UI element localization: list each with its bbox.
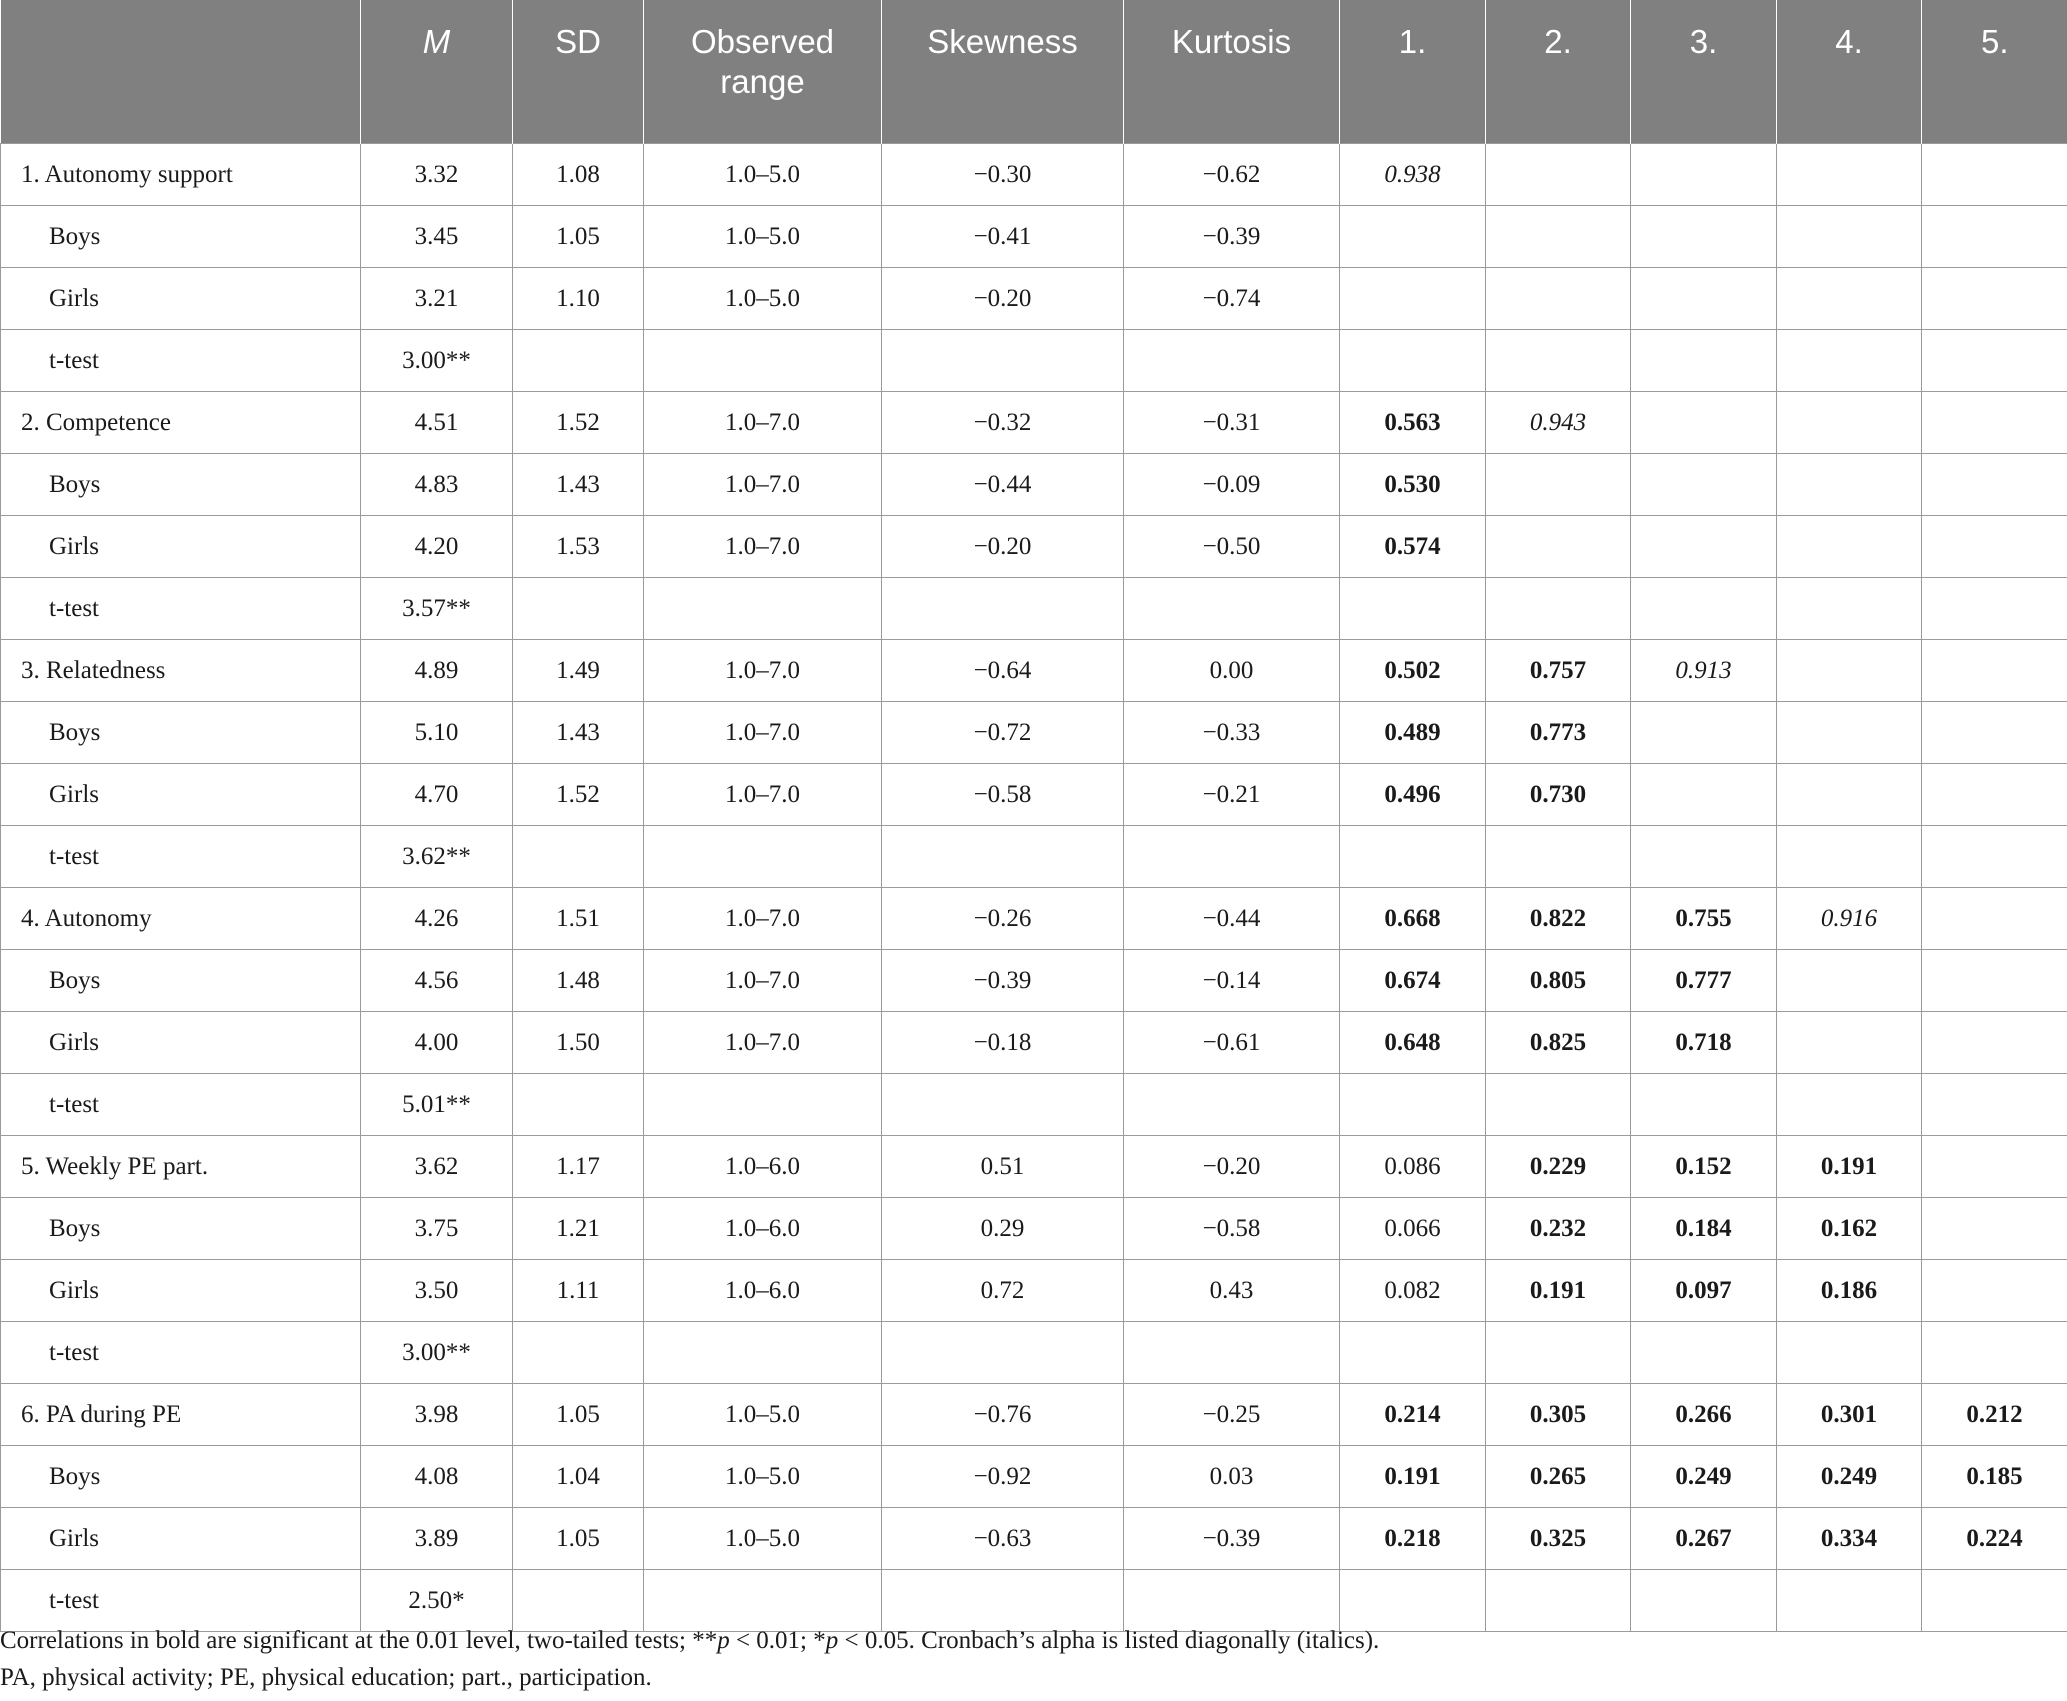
- table-cell: 0.03: [1124, 1446, 1340, 1508]
- table-cell: [1922, 640, 2067, 702]
- table-cell: 3.98: [361, 1384, 513, 1446]
- table-cell: 4.08: [361, 1446, 513, 1508]
- column-header: 3.: [1631, 0, 1777, 144]
- table-cell: −0.58: [882, 764, 1124, 826]
- row-label: t-test: [1, 330, 361, 392]
- table-cell: −0.72: [882, 702, 1124, 764]
- table-cell: 4.83: [361, 454, 513, 516]
- table-cell: −0.62: [1124, 144, 1340, 206]
- table-cell: −0.31: [1124, 392, 1340, 454]
- table-cell: [1486, 1322, 1631, 1384]
- table-cell: [1486, 268, 1631, 330]
- table-cell: −0.61: [1124, 1012, 1340, 1074]
- row-label: Girls: [1, 764, 361, 826]
- table-cell: 4.70: [361, 764, 513, 826]
- table-cell: 0.334: [1777, 1508, 1922, 1570]
- row-label: 1. Autonomy support: [1, 144, 361, 206]
- table-cell: 0.301: [1777, 1384, 1922, 1446]
- table-cell: 0.755: [1631, 888, 1777, 950]
- table-cell: 4.20: [361, 516, 513, 578]
- table-cell: 0.773: [1486, 702, 1631, 764]
- table-cell: 0.822: [1486, 888, 1631, 950]
- table-cell: 0.152: [1631, 1136, 1777, 1198]
- table-cell: 4.51: [361, 392, 513, 454]
- row-label: Girls: [1, 1012, 361, 1074]
- table-cell: [1922, 392, 2067, 454]
- table-cell: 3.75: [361, 1198, 513, 1260]
- table-cell: 1.0–5.0: [644, 1446, 882, 1508]
- table-cell: 0.757: [1486, 640, 1631, 702]
- table-cell: 3.57**: [361, 578, 513, 640]
- table-cell: [1340, 826, 1486, 888]
- row-label: Boys: [1, 1446, 361, 1508]
- table-cell: 0.097: [1631, 1260, 1777, 1322]
- table-cell: 1.52: [513, 392, 644, 454]
- table-cell: 0.72: [882, 1260, 1124, 1322]
- table-cell: −0.41: [882, 206, 1124, 268]
- table-cell: [1777, 764, 1922, 826]
- table-cell: 0.674: [1340, 950, 1486, 1012]
- table-cell: 0.913: [1631, 640, 1777, 702]
- table-cell: [1631, 392, 1777, 454]
- table-row: [1, 1074, 2067, 1136]
- row-label: Girls: [1, 1260, 361, 1322]
- table-cell: 1.10: [513, 268, 644, 330]
- table-cell: 1.51: [513, 888, 644, 950]
- table-cell: 0.730: [1486, 764, 1631, 826]
- table-cell: [1631, 454, 1777, 516]
- column-header: 2.: [1486, 0, 1631, 144]
- table-row: [1, 268, 2067, 330]
- table-cell: 0.938: [1340, 144, 1486, 206]
- row-label: Girls: [1, 1508, 361, 1570]
- table-cell: [1486, 330, 1631, 392]
- table-cell: 0.214: [1340, 1384, 1486, 1446]
- table-cell: [1340, 1074, 1486, 1136]
- table-cell: 0.184: [1631, 1198, 1777, 1260]
- table-cell: 0.249: [1631, 1446, 1777, 1508]
- table-cell: [1922, 950, 2067, 1012]
- footnote-text: Correlations in bold are significant at the 0.01 level, two-tailed tests; **: [0, 1627, 718, 1654]
- table-cell: −0.92: [882, 1446, 1124, 1508]
- table-cell: [1124, 1074, 1340, 1136]
- column-header: Kurtosis: [1124, 0, 1340, 144]
- table-cell: 0.229: [1486, 1136, 1631, 1198]
- table-cell: 1.0–7.0: [644, 392, 882, 454]
- row-label: t-test: [1, 1322, 361, 1384]
- table-cell: −0.14: [1124, 950, 1340, 1012]
- table-cell: [1777, 454, 1922, 516]
- table-cell: [644, 578, 882, 640]
- table-cell: [1631, 330, 1777, 392]
- table-cell: 4.00: [361, 1012, 513, 1074]
- table-cell: [1922, 1136, 2067, 1198]
- table-row: [1, 516, 2067, 578]
- table-cell: [1631, 764, 1777, 826]
- table-cell: −0.39: [882, 950, 1124, 1012]
- table-cell: [1631, 826, 1777, 888]
- footnote-p-symbol: p: [717, 1627, 730, 1654]
- table-cell: [513, 826, 644, 888]
- table-cell: 1.0–6.0: [644, 1136, 882, 1198]
- table-cell: 1.0–7.0: [644, 516, 882, 578]
- table-row: [1, 1446, 2067, 1508]
- row-label: Boys: [1, 950, 361, 1012]
- table-cell: 3.21: [361, 268, 513, 330]
- table-cell: −0.58: [1124, 1198, 1340, 1260]
- table-cell: −0.20: [1124, 1136, 1340, 1198]
- table-cell: −0.33: [1124, 702, 1340, 764]
- table-cell: −0.39: [1124, 1508, 1340, 1570]
- table-cell: 0.563: [1340, 392, 1486, 454]
- table-cell: [882, 1322, 1124, 1384]
- table-cell: [1777, 826, 1922, 888]
- table-row: [1, 1012, 2067, 1074]
- table-cell: [1486, 826, 1631, 888]
- table-cell: [644, 1074, 882, 1136]
- table-cell: −0.25: [1124, 1384, 1340, 1446]
- column-header: 5.: [1922, 0, 2067, 144]
- table-cell: 1.0–5.0: [644, 1508, 882, 1570]
- table-cell: 0.186: [1777, 1260, 1922, 1322]
- table-cell: 1.05: [513, 1508, 644, 1570]
- table-cell: [1922, 330, 2067, 392]
- table-cell: [1340, 330, 1486, 392]
- table-cell: [1777, 268, 1922, 330]
- table-cell: −0.21: [1124, 764, 1340, 826]
- table-cell: 1.0–7.0: [644, 640, 882, 702]
- row-label: Boys: [1, 1198, 361, 1260]
- table-cell: [1340, 268, 1486, 330]
- table-cell: 3.45: [361, 206, 513, 268]
- table-cell: −0.26: [882, 888, 1124, 950]
- table-cell: 0.943: [1486, 392, 1631, 454]
- table-cell: [1124, 826, 1340, 888]
- table-row: [1, 950, 2067, 1012]
- table-cell: −0.09: [1124, 454, 1340, 516]
- footnote-p-symbol: p: [825, 1627, 839, 1654]
- table-row: [1, 1136, 2067, 1198]
- table-cell: [1922, 516, 2067, 578]
- table-cell: [1631, 516, 1777, 578]
- footnote-abbreviations: PA, physical activity; PE, physical education; part., participation.: [0, 1664, 652, 1691]
- table-cell: [1631, 268, 1777, 330]
- table-cell: 0.648: [1340, 1012, 1486, 1074]
- table-cell: 0.777: [1631, 950, 1777, 1012]
- table-cell: 1.50: [513, 1012, 644, 1074]
- table-cell: 3.32: [361, 144, 513, 206]
- footnote-significance: [0, 1622, 2060, 1659]
- table-cell: [1340, 206, 1486, 268]
- table-row: [1, 144, 2067, 206]
- table-cell: 0.249: [1777, 1446, 1922, 1508]
- table-cell: 0.489: [1340, 702, 1486, 764]
- column-header: SD: [513, 0, 644, 144]
- table-cell: −0.39: [1124, 206, 1340, 268]
- table-cell: [1922, 1260, 2067, 1322]
- table-header-row: [1, 0, 2067, 144]
- table-cell: 0.825: [1486, 1012, 1631, 1074]
- table-cell: 3.00**: [361, 1322, 513, 1384]
- table-cell: [1777, 144, 1922, 206]
- table-cell: −0.44: [1124, 888, 1340, 950]
- table-cell: 0.218: [1340, 1508, 1486, 1570]
- table-cell: 0.066: [1340, 1198, 1486, 1260]
- table-cell: 1.52: [513, 764, 644, 826]
- table-cell: [1124, 578, 1340, 640]
- table-row: [1, 1322, 2067, 1384]
- table-cell: 1.0–5.0: [644, 206, 882, 268]
- table-cell: [1922, 268, 2067, 330]
- table-row: [1, 1260, 2067, 1322]
- table-cell: −0.50: [1124, 516, 1340, 578]
- row-label: t-test: [1, 578, 361, 640]
- row-label: t-test: [1, 826, 361, 888]
- table-cell: 3.50: [361, 1260, 513, 1322]
- table-cell: 0.082: [1340, 1260, 1486, 1322]
- footnote-text: < 0.01; *: [729, 1627, 826, 1654]
- table-cell: −0.76: [882, 1384, 1124, 1446]
- table-row: [1, 1198, 2067, 1260]
- table-cell: 1.0–5.0: [644, 1384, 882, 1446]
- table-cell: [1922, 888, 2067, 950]
- table-cell: [1922, 702, 2067, 764]
- table-cell: 1.43: [513, 702, 644, 764]
- table-cell: [1631, 144, 1777, 206]
- table-cell: 0.574: [1340, 516, 1486, 578]
- table-cell: [644, 1322, 882, 1384]
- table-cell: 4.89: [361, 640, 513, 702]
- table-cell: −0.44: [882, 454, 1124, 516]
- table-cell: [1486, 578, 1631, 640]
- table-cell: [882, 826, 1124, 888]
- table-cell: [513, 330, 644, 392]
- table-cell: [1922, 1074, 2067, 1136]
- table-cell: 0.086: [1340, 1136, 1486, 1198]
- table-cell: [1486, 454, 1631, 516]
- row-label: Boys: [1, 206, 361, 268]
- table-cell: [1777, 702, 1922, 764]
- table-cell: 0.265: [1486, 1446, 1631, 1508]
- table-cell: 3.00**: [361, 330, 513, 392]
- table-cell: −0.30: [882, 144, 1124, 206]
- table-footnotes: [0, 1622, 2060, 1696]
- table-cell: 0.212: [1922, 1384, 2067, 1446]
- table-cell: 5.10: [361, 702, 513, 764]
- table-cell: 0.305: [1486, 1384, 1631, 1446]
- table-cell: [513, 1074, 644, 1136]
- row-label: 3. Relatedness: [1, 640, 361, 702]
- table-cell: 1.08: [513, 144, 644, 206]
- table-row: [1, 826, 2067, 888]
- table-cell: [1124, 1322, 1340, 1384]
- table-row: [1, 702, 2067, 764]
- column-header: M: [361, 0, 513, 144]
- table-cell: [1922, 826, 2067, 888]
- table-cell: [1631, 578, 1777, 640]
- table-cell: −0.64: [882, 640, 1124, 702]
- row-label: Girls: [1, 268, 361, 330]
- column-header: Observed range: [644, 0, 882, 144]
- table-row: [1, 206, 2067, 268]
- table-cell: 1.05: [513, 206, 644, 268]
- table-cell: 0.496: [1340, 764, 1486, 826]
- table-cell: 1.0–6.0: [644, 1198, 882, 1260]
- table-cell: [1777, 1074, 1922, 1136]
- table-cell: −0.18: [882, 1012, 1124, 1074]
- table-row: [1, 1384, 2067, 1446]
- table-cell: 5.01**: [361, 1074, 513, 1136]
- table-cell: [1486, 206, 1631, 268]
- table-cell: [1922, 578, 2067, 640]
- table-row: [1, 454, 2067, 516]
- table-cell: 1.0–7.0: [644, 764, 882, 826]
- table-cell: [1777, 392, 1922, 454]
- table-cell: −0.20: [882, 516, 1124, 578]
- table-cell: 1.0–6.0: [644, 1260, 882, 1322]
- table-cell: [1777, 1322, 1922, 1384]
- table-cell: 0.267: [1631, 1508, 1777, 1570]
- column-header: 1.: [1340, 0, 1486, 144]
- table-cell: 0.805: [1486, 950, 1631, 1012]
- table-cell: 1.05: [513, 1384, 644, 1446]
- table-cell: 1.21: [513, 1198, 644, 1260]
- table-cell: 0.29: [882, 1198, 1124, 1260]
- table-cell: [1631, 206, 1777, 268]
- table-cell: −0.20: [882, 268, 1124, 330]
- table-cell: 4.56: [361, 950, 513, 1012]
- table-cell: 0.530: [1340, 454, 1486, 516]
- table-cell: 3.89: [361, 1508, 513, 1570]
- table-cell: [644, 826, 882, 888]
- table-cell: 1.0–5.0: [644, 268, 882, 330]
- row-label: Boys: [1, 702, 361, 764]
- table-cell: 1.48: [513, 950, 644, 1012]
- table-row: [1, 392, 2067, 454]
- table-cell: 0.266: [1631, 1384, 1777, 1446]
- table-cell: [513, 1322, 644, 1384]
- table-cell: 0.191: [1340, 1446, 1486, 1508]
- row-label: 2. Competence: [1, 392, 361, 454]
- table-cell: [1631, 1074, 1777, 1136]
- table-row: [1, 888, 2067, 950]
- table-cell: 0.00: [1124, 640, 1340, 702]
- table-cell: [1777, 206, 1922, 268]
- table-row: [1, 764, 2067, 826]
- table-cell: [1631, 702, 1777, 764]
- table-cell: −0.74: [1124, 268, 1340, 330]
- table-cell: 0.232: [1486, 1198, 1631, 1260]
- table-cell: 0.718: [1631, 1012, 1777, 1074]
- table-cell: [1777, 330, 1922, 392]
- table-cell: [1922, 454, 2067, 516]
- table-cell: [1124, 330, 1340, 392]
- table-cell: [1922, 1198, 2067, 1260]
- table-cell: [1922, 1322, 2067, 1384]
- table-cell: [1777, 950, 1922, 1012]
- table-cell: 1.0–7.0: [644, 454, 882, 516]
- table-row: [1, 330, 2067, 392]
- table-cell: [882, 578, 1124, 640]
- table-cell: 1.0–7.0: [644, 1012, 882, 1074]
- table-cell: [1777, 640, 1922, 702]
- footnote-text: < 0.05. Cronbach’s alpha is listed diagonally (italics).: [838, 1627, 1380, 1654]
- table-cell: 0.51: [882, 1136, 1124, 1198]
- table-cell: 0.668: [1340, 888, 1486, 950]
- table-cell: [1486, 1074, 1631, 1136]
- row-label: Boys: [1, 454, 361, 516]
- column-header: Skewness: [882, 0, 1124, 144]
- table-cell: 1.0–7.0: [644, 702, 882, 764]
- table-cell: [1486, 516, 1631, 578]
- table-cell: [1340, 1322, 1486, 1384]
- table-cell: 0.162: [1777, 1198, 1922, 1260]
- table-cell: 1.04: [513, 1446, 644, 1508]
- table-cell: 1.49: [513, 640, 644, 702]
- table-cell: [1922, 144, 2067, 206]
- table-cell: 1.0–7.0: [644, 950, 882, 1012]
- table-cell: [1340, 578, 1486, 640]
- table-cell: 3.62**: [361, 826, 513, 888]
- table-cell: [1777, 1012, 1922, 1074]
- table-cell: 0.325: [1486, 1508, 1631, 1570]
- table-cell: [1631, 1322, 1777, 1384]
- column-header: 4.: [1777, 0, 1922, 144]
- row-label: 5. Weekly PE part.: [1, 1136, 361, 1198]
- table-cell: [882, 330, 1124, 392]
- row-label: 6. PA during PE: [1, 1384, 361, 1446]
- table-cell: 0.185: [1922, 1446, 2067, 1508]
- row-label: t-test: [1, 1074, 361, 1136]
- table-cell: 1.0–5.0: [644, 144, 882, 206]
- table-cell: −0.32: [882, 392, 1124, 454]
- table-cell: [1486, 144, 1631, 206]
- table-cell: [1777, 516, 1922, 578]
- header-blank: [1, 0, 361, 144]
- row-label: Girls: [1, 516, 361, 578]
- table-cell: [1777, 578, 1922, 640]
- table-cell: [1922, 1012, 2067, 1074]
- table-cell: 1.43: [513, 454, 644, 516]
- table-row: [1, 578, 2067, 640]
- table-row: [1, 640, 2067, 702]
- table-cell: 2.50*: [361, 1570, 513, 1632]
- table-cell: 1.17: [513, 1136, 644, 1198]
- table-cell: [1922, 764, 2067, 826]
- table-cell: 0.43: [1124, 1260, 1340, 1322]
- table-cell: 3.62: [361, 1136, 513, 1198]
- table-cell: [644, 330, 882, 392]
- table-cell: 0.191: [1486, 1260, 1631, 1322]
- table-cell: −0.63: [882, 1508, 1124, 1570]
- table-cell: 0.916: [1777, 888, 1922, 950]
- table-cell: [1922, 206, 2067, 268]
- table-cell: 4.26: [361, 888, 513, 950]
- table-cell: 1.53: [513, 516, 644, 578]
- table-cell: [513, 578, 644, 640]
- row-label: 4. Autonomy: [1, 888, 361, 950]
- table-cell: 1.11: [513, 1260, 644, 1322]
- table-cell: 1.0–7.0: [644, 888, 882, 950]
- table-body: [1, 144, 2067, 1632]
- table-cell: 0.224: [1922, 1508, 2067, 1570]
- table-cell: 0.191: [1777, 1136, 1922, 1198]
- row-label: t-test: [1, 1570, 361, 1632]
- table-cell: [882, 1074, 1124, 1136]
- table-row: [1, 1508, 2067, 1570]
- table-cell: 0.502: [1340, 640, 1486, 702]
